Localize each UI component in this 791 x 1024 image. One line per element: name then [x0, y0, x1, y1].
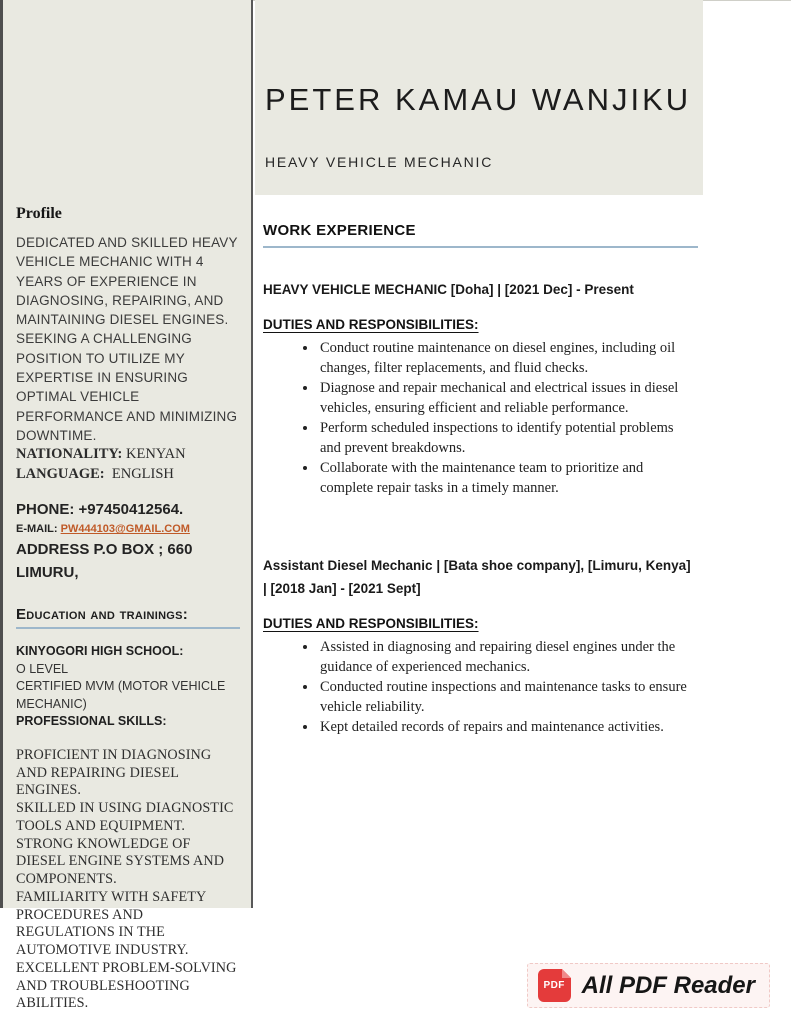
email-link[interactable]: PW444103@GMAIL.COM [60, 523, 190, 536]
email-label: E-MAIL: [16, 523, 58, 536]
education-item: O LEVEL [16, 661, 69, 676]
contact-block [16, 501, 240, 584]
job-entry [263, 555, 698, 737]
duty-item: • Conduct routine maintenance on diesel engines, including oil changes, filter replacements, and fluid checks. [318, 338, 698, 378]
education-heading: Education and trainings: [16, 606, 240, 629]
duties-heading: DUTIES AND RESPONSIBILITIES: [263, 615, 479, 631]
nationality-value: KENYAN [125, 446, 186, 463]
education-item: KINYOGORI HIGH SCHOOL: [16, 644, 184, 659]
pdf-reader-watermark [527, 963, 770, 1008]
education-item: CERTIFIED MVM (MOTOR VEHICLE MECHANIC) [16, 679, 226, 711]
job-title: Assistant Diesel Mechanic | [Bata shoe company], [Limuru, Kenya] | [2018 Jan] - [2021 Sept] [263, 557, 691, 596]
pdf-file-icon [538, 969, 571, 1002]
resume-sidebar [0, 0, 253, 1012]
duty-item: • Kept detailed records of repairs and maintenance activities. [318, 717, 698, 737]
profile-heading: Profile [16, 205, 62, 222]
duty-item: • Assisted in diagnosing and repairing diesel engines under the guidance of experienced mechanics. [318, 637, 698, 677]
nationality-label: NATIONALITY: [16, 446, 123, 463]
address-line: ADDRESS P.O BOX ; 660 LIMURU, [16, 541, 193, 581]
job-entry [263, 279, 698, 498]
skill-item: SKILLED IN USING DIAGNOSTIC TOOLS AND EQUIPMENT. [16, 800, 234, 834]
duty-item: • Perform scheduled inspections to identify potential problems and prevent breakdowns. [318, 418, 698, 458]
duty-item: • Diagnose and repair mechanical and electrical issues in diesel vehicles, ensuring efficient and reliable performance. [318, 378, 698, 418]
skills-list [16, 747, 240, 1013]
language-value: ENGLISH [111, 465, 174, 482]
pdf-reader-app-name: All PDF Reader [581, 971, 755, 999]
skill-item: PROFICIENT IN DIAGNOSING AND REPAIRING DIESEL ENGINES. [16, 746, 212, 799]
phone-line: PHONE: +97450412564. [16, 501, 184, 519]
nationality-line [16, 445, 240, 465]
skill-item: FAMILIARITY WITH SAFETY PROCEDURES AND REGULATIONS IN THE AUTOMOTIVE INDUSTRY. [16, 888, 206, 959]
skill-item: EXCELLENT PROBLEM-SOLVING AND TROUBLESHOOTING ABILITIES. [16, 959, 237, 1012]
duty-item: • Conducted routine inspections and maintenance tasks to ensure vehicle reliability. [318, 677, 698, 717]
resume-header [255, 0, 703, 195]
job-title: HEAVY VEHICLE MECHANIC [Doha] | [2021 Dec] - Present [263, 282, 634, 297]
education-list [16, 643, 240, 731]
skill-item: STRONG KNOWLEDGE OF DIESEL ENGINE SYSTEMS AND COMPONENTS. [16, 835, 225, 888]
pdf-icon-label: PDF [543, 980, 565, 991]
duty-list [263, 637, 698, 737]
duty-list [263, 338, 698, 498]
email-line [16, 523, 240, 535]
work-experience-section [263, 222, 698, 737]
language-label: LANGUAGE: [16, 465, 105, 482]
language-line [16, 465, 240, 485]
duties-heading: DUTIES AND RESPONSIBILITIES: [263, 316, 479, 332]
work-experience-heading: WORK EXPERIENCE [263, 222, 698, 248]
education-item: PROFESSIONAL SKILLS: [16, 714, 167, 729]
person-name: PETER KAMAU WANJIKU [265, 82, 692, 117]
person-job-title: HEAVY VEHICLE MECHANIC [265, 154, 494, 170]
duty-item: • Collaborate with the maintenance team to prioritize and complete repair tasks in a timely manner. [318, 458, 698, 498]
profile-summary: DEDICATED AND SKILLED HEAVY VEHICLE MECHANIC WITH 4 YEARS OF EXPERIENCE IN DIAGNOSING, REPAIRING, AND MAINTAINING DIESEL ENGINES. SEEKING A CHALLENGING POSITION TO UTILIZE MY EXPERTISE IN ENSURING OPTIMAL VEHICLE PERFORMANCE AND MINIMIZING DOWNTIME. [16, 235, 238, 443]
